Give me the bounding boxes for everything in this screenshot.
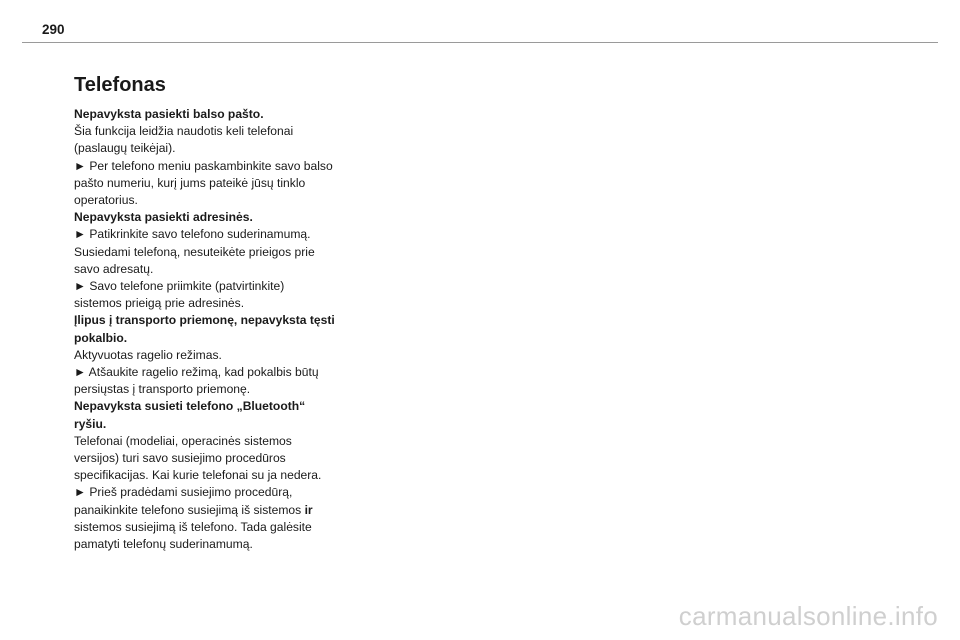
paragraph-heading-bluetooth: Nepavyksta susieti telefono „Bluetooth“ ryšiu. (74, 399, 306, 431)
bold-word: ir (304, 502, 313, 517)
watermark: carmanualsonline.info (678, 601, 938, 631)
content-column (74, 72, 364, 553)
paragraph-text: sistemos susiejimą iš telefono. Tada galėsite pamatyti telefonų suderinamumą. (74, 519, 312, 552)
paragraph-heading-contacts: Nepavyksta pasiekti adresinės. (74, 210, 253, 225)
paragraph-heading-call-transfer: Įlipus į transporto priemonę, nepavyksta tęsti pokalbio. (74, 313, 335, 345)
paragraph: Šia funkcija leidžia naudotis keli telefonai (paslaugų teikėjai). (74, 124, 294, 156)
paragraph-instruction: ► Atšaukite ragelio režimą, kad pokalbis būtų persiųstas į transporto priemonę. (74, 365, 319, 397)
paragraph-instruction: ► Savo telefone priimkite (patvirtinkite) sistemos prieigą prie adresinės. (74, 279, 285, 311)
paragraph: Telefonai (modeliai, operacinės sistemos versijos) turi savo susiejimo procedūros specifikacijas. Kai kurie telefonai su ja nedera. (74, 433, 322, 483)
paragraph-instruction-last (74, 484, 364, 553)
header-divider (22, 42, 938, 43)
page-number: 290 (42, 22, 65, 37)
paragraph-instruction: ► Patikrinkite savo telefono suderinamumą. (74, 227, 311, 242)
paragraph: Susiedami telefoną, nesuteikėte prieigos prie savo adresatų. (74, 244, 315, 276)
paragraph-text: ► Prieš pradėdami susiejimo procedūrą, panaikinkite telefono susiejimą iš sistemos (74, 485, 302, 517)
paragraph-instruction: ► Per telefono meniu paskambinkite savo balso pašto numeriu, kurį jums pateikė jūsų tinklo operatorius. (74, 158, 333, 208)
section-title: Telefonas (74, 74, 166, 96)
paragraph-heading-voicemail: Nepavyksta pasiekti balso pašto. (74, 107, 264, 121)
paragraph: Aktyvuotas ragelio režimas. (74, 347, 222, 362)
